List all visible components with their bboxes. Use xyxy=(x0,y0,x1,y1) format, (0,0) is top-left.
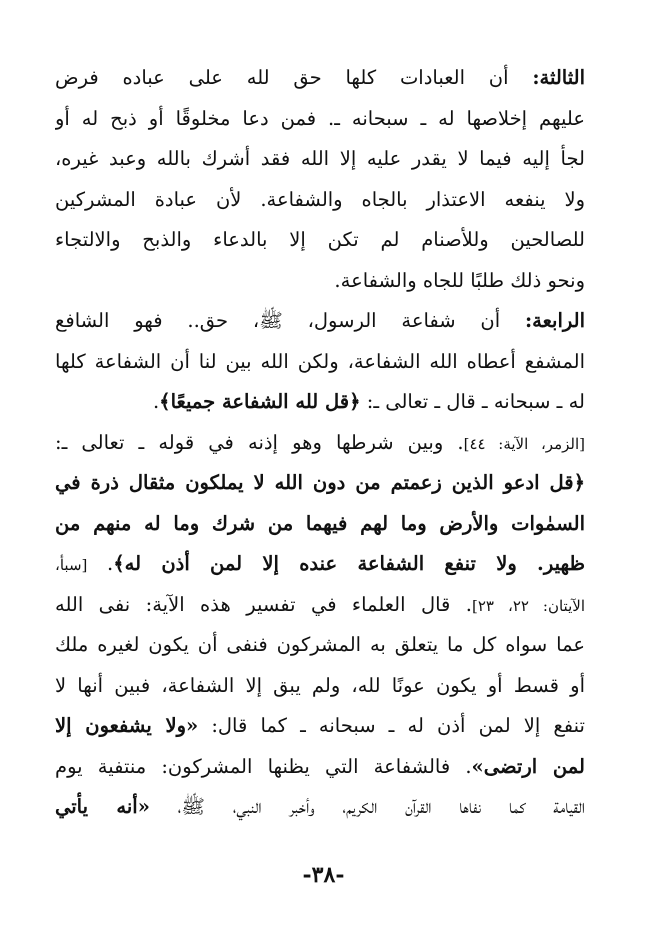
text-line xyxy=(55,139,585,180)
bold-text-segment: لمن ارتضى» xyxy=(471,754,585,778)
text-segment: لجأ إليه فيما لا يقدر عليه إلا الله فقد أشرك بالله وعبد غيره، xyxy=(55,147,585,170)
text-segment: تنفع إلا لمن أذن له ـ سبحانه ـ كما قال: xyxy=(198,714,585,737)
reference-text-segment: [سبأ، xyxy=(55,556,88,574)
text-segment: ولا ينفعه الاعتذار بالجاه والشفاعة. لأن عبادة المشركين xyxy=(55,187,585,211)
text-line xyxy=(55,463,585,504)
text-line xyxy=(55,787,585,828)
text-segment: . قال العلماء في تفسير هذه الآية: نفى الله xyxy=(55,592,472,616)
text-line xyxy=(55,504,585,545)
bold-text-segment: ﴿قل ادعو الذين زعمتم من دون الله لا يملكون مثقال ذرة في xyxy=(55,471,585,494)
text-line xyxy=(55,747,585,788)
bold-text-segment: «أنه يأتي xyxy=(55,795,150,818)
text-line xyxy=(55,706,585,747)
text-line xyxy=(55,625,585,666)
text-segment: له ـ سبحانه ـ قال ـ تعالى ـ: xyxy=(360,390,585,413)
text-line xyxy=(55,585,585,626)
text-line xyxy=(55,261,585,302)
body-text xyxy=(55,58,585,828)
text-line xyxy=(55,423,585,464)
text-line xyxy=(55,666,585,707)
text-line xyxy=(55,99,585,140)
text-segment: عليهم إخلاصها له ـ سبحانه ـ. فمن دعا مخلوقًا أو ذبح له أو xyxy=(55,106,585,130)
text-segment: القيامة كما نفاها القرآن الكريم، وأخبر النبي، ﷺ، xyxy=(149,795,585,818)
bold-text-segment: الرابعة: xyxy=(524,309,585,332)
text-segment: أو قسط أو يكون عونًا لله، ولم يبق إلا الشفاعة، فبين أنها لا xyxy=(55,673,585,697)
text-segment: عما سواه كل ما يتعلق به المشركون فنفى أن يكون لغيره ملك xyxy=(55,633,585,656)
text-line xyxy=(55,544,585,585)
text-line xyxy=(55,382,585,423)
text-segment: للصالحين وللأصنام لم تكن إلا بالدعاء والذبح والالتجاء xyxy=(55,228,585,251)
text-line xyxy=(55,301,585,342)
text-line xyxy=(55,220,585,261)
text-line xyxy=(55,180,585,221)
text-line xyxy=(55,342,585,383)
bold-text-segment: ظهير. ولا تنفع الشفاعة عنده إلا لمن أذن له﴾ xyxy=(113,552,585,575)
bold-text-segment: السمٰوات والأرض وما لهم فيهما من شرك وما له منهم من xyxy=(55,511,585,535)
reference-text-segment: الآيتان: ٢٢، ٢٣] xyxy=(472,596,585,615)
text-segment: . xyxy=(87,552,114,575)
text-line xyxy=(55,58,585,99)
bold-text-segment: «ولا يشفعون إلا xyxy=(55,714,199,737)
bold-text-segment: ﴿قل لله الشفاعة جميعًا﴾ xyxy=(159,390,361,413)
reference-text-segment: [الزمر، الآية: ٤٤] xyxy=(463,434,585,453)
page-number: -٣٨- xyxy=(302,862,345,888)
text-segment: . وبين شرطها وهو إذنه في قوله ـ تعالى ـ: xyxy=(55,430,464,454)
text-segment: أن العبادات كلها حق لله على عباده فرض xyxy=(55,66,533,89)
bold-text-segment: الثالثة: xyxy=(532,66,585,89)
text-segment: . فالشفاعة التي يظنها المشركون: منتفية يوم xyxy=(55,754,472,778)
text-segment: المشفع أعطاه الله الشفاعة، ولكن الله بين لنا أن الشفاعة كلها xyxy=(55,349,585,373)
text-segment: أن شفاعة الرسول، ﷺ، حق.. فهو الشافع xyxy=(55,309,525,332)
text-segment: . xyxy=(152,390,160,413)
text-segment: ونحو ذلك طلبًا للجاه والشفاعة. xyxy=(334,268,585,292)
